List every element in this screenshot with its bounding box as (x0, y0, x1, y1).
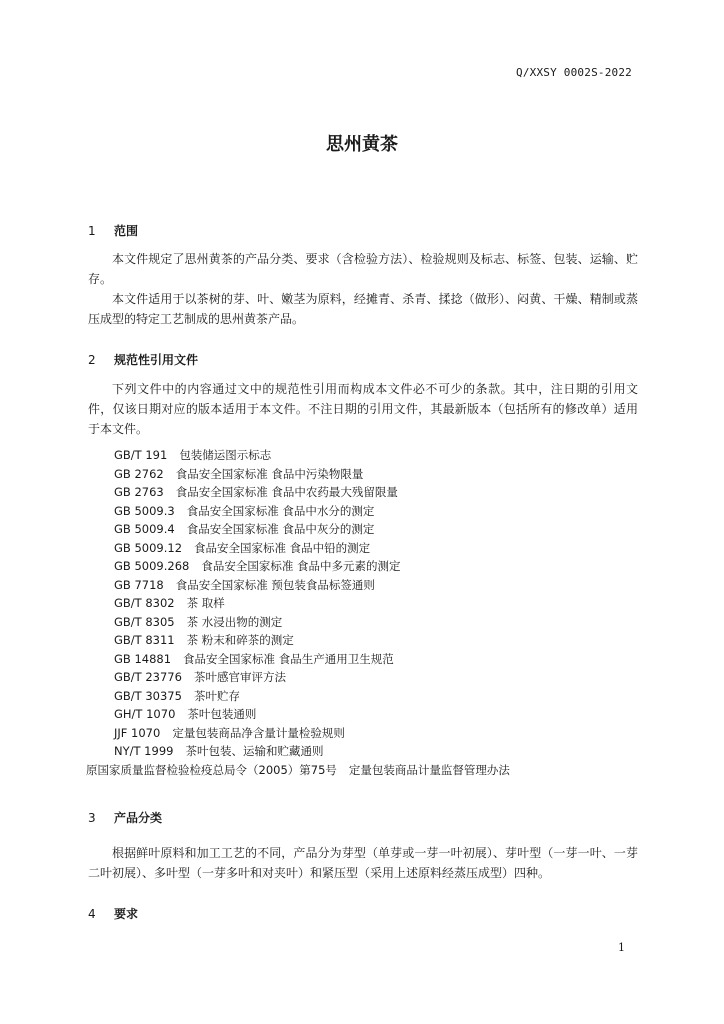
reference-title: 食品安全国家标准 食品中多元素的测定 (201, 559, 401, 573)
reference-code: GB 2763 (114, 485, 164, 499)
scope-paragraph-2: 本文件适用于以茶树的芽、叶、嫩茎为原料，经摊青、杀青、揉捻（做形）、闷黄、干燥、精制或蒸压成型的特定工艺制成的思州黄茶产品。 (88, 292, 638, 326)
section-title: 产品分类 (114, 811, 163, 825)
reference-code: GH/T 1070 (114, 707, 176, 721)
reference-title: 定量包装商品计量监督管理办法 (348, 762, 510, 777)
reference-item (114, 446, 510, 465)
reference-title: 定量包装商品净含量计量检验规则 (172, 725, 345, 740)
section-1-heading (88, 222, 138, 239)
reference-item (114, 705, 510, 724)
reference-item (114, 557, 510, 576)
section-4-heading (88, 905, 138, 922)
reference-item (114, 465, 510, 484)
reference-title: 食品安全国家标准 食品中污染物限量 (175, 466, 364, 481)
section-3-heading (88, 809, 162, 826)
document-code: Q/XXSY 0002S-2022 (516, 66, 632, 79)
reference-item (114, 742, 510, 761)
reference-item (114, 539, 510, 558)
scope-paragraph-1: 本文件规定了思州黄茶的产品分类、要求（含检验方法）、检验规则及标志、标签、包装、运输、贮存。 (88, 252, 638, 286)
reference-code: GB/T 8305 (114, 614, 175, 629)
reference-code: JJF 1070 (114, 725, 161, 740)
section-number: 3 (88, 811, 96, 825)
reference-item (114, 483, 510, 502)
section-title: 规范性引用文件 (114, 353, 199, 367)
reference-title: 茶 粉末和碎茶的测定 (186, 633, 294, 647)
reference-code: GB 2762 (114, 466, 164, 481)
reference-code: GB 14881 (114, 651, 172, 666)
reference-item (114, 613, 510, 632)
reference-code: 原国家质量监督检验检疫总局令（2005）第75号 (86, 762, 337, 777)
reference-item (86, 761, 510, 780)
reference-title: 茶 水浸出物的测定 (186, 614, 283, 629)
section-title: 要求 (114, 907, 139, 921)
reference-code: GB/T 23776 (114, 670, 182, 684)
reference-code: GB 5009.4 (114, 522, 175, 536)
reference-title: 茶叶包装通则 (187, 707, 257, 721)
section-number: 4 (88, 907, 96, 921)
section-number: 1 (88, 224, 96, 238)
section-number: 2 (88, 353, 96, 367)
section-title: 范围 (114, 224, 139, 238)
reference-code: GB 7718 (114, 577, 164, 592)
references-intro-paragraph: 下列文件中的内容通过文中的规范性引用而构成本文件必不可少的条款。其中，注日期的引用文件，仅该日期对应的版本适用于本文件。不注日期的引用文件，其最新版本（包括所有的修改单）适用于本文件。 (88, 382, 638, 436)
reference-title: 包装储运图示标志 (179, 448, 272, 462)
reference-title: 食品安全国家标准 食品中铅的测定 (194, 540, 371, 555)
reference-code: GB/T 30375 (114, 688, 182, 703)
section-2-heading (88, 351, 198, 368)
reference-code: GB/T 191 (114, 448, 168, 462)
classification-paragraph: 根据鲜叶原料和加工工艺的不同，产品分为芽型（单芽或一芽一叶初展）、芽叶型（一芽一叶、一芽二叶初展）、多叶型（一芽多叶和对夹叶）和紧压型（采用上述原料经蒸压成型）四种。 (88, 846, 638, 880)
reference-item (114, 668, 510, 687)
reference-title: 食品安全国家标准 食品中农药最大残留限量 (175, 485, 398, 499)
reference-item (114, 650, 510, 669)
reference-item (114, 724, 510, 743)
reference-item (114, 631, 510, 650)
reference-title: 茶 取样 (186, 596, 225, 610)
reference-item (114, 594, 510, 613)
reference-item (114, 576, 510, 595)
reference-title: 食品安全国家标准 食品中灰分的测定 (186, 522, 375, 536)
reference-code: GB/T 8311 (114, 633, 175, 647)
reference-item (114, 502, 510, 521)
reference-code: GB 5009.12 (114, 540, 183, 555)
reference-item (114, 687, 510, 706)
normative-references-list (86, 446, 510, 779)
reference-title: 茶叶包装、运输和贮藏通则 (185, 744, 324, 758)
reference-code: GB/T 8302 (114, 596, 175, 610)
reference-title: 茶叶贮存 (193, 688, 240, 703)
reference-code: NY/T 1999 (114, 744, 174, 758)
reference-code: GB 5009.3 (114, 503, 175, 518)
reference-title: 茶叶感官审评方法 (193, 670, 286, 684)
reference-title: 食品安全国家标准 预包装食品标签通则 (175, 577, 375, 592)
page-number: 1 (618, 941, 625, 954)
reference-item (114, 520, 510, 539)
reference-title: 食品安全国家标准 食品中水分的测定 (186, 503, 375, 518)
reference-code: GB 5009.268 (114, 559, 190, 573)
reference-title: 食品安全国家标准 食品生产通用卫生规范 (183, 651, 394, 666)
document-title: 思州黄茶 (326, 134, 398, 155)
